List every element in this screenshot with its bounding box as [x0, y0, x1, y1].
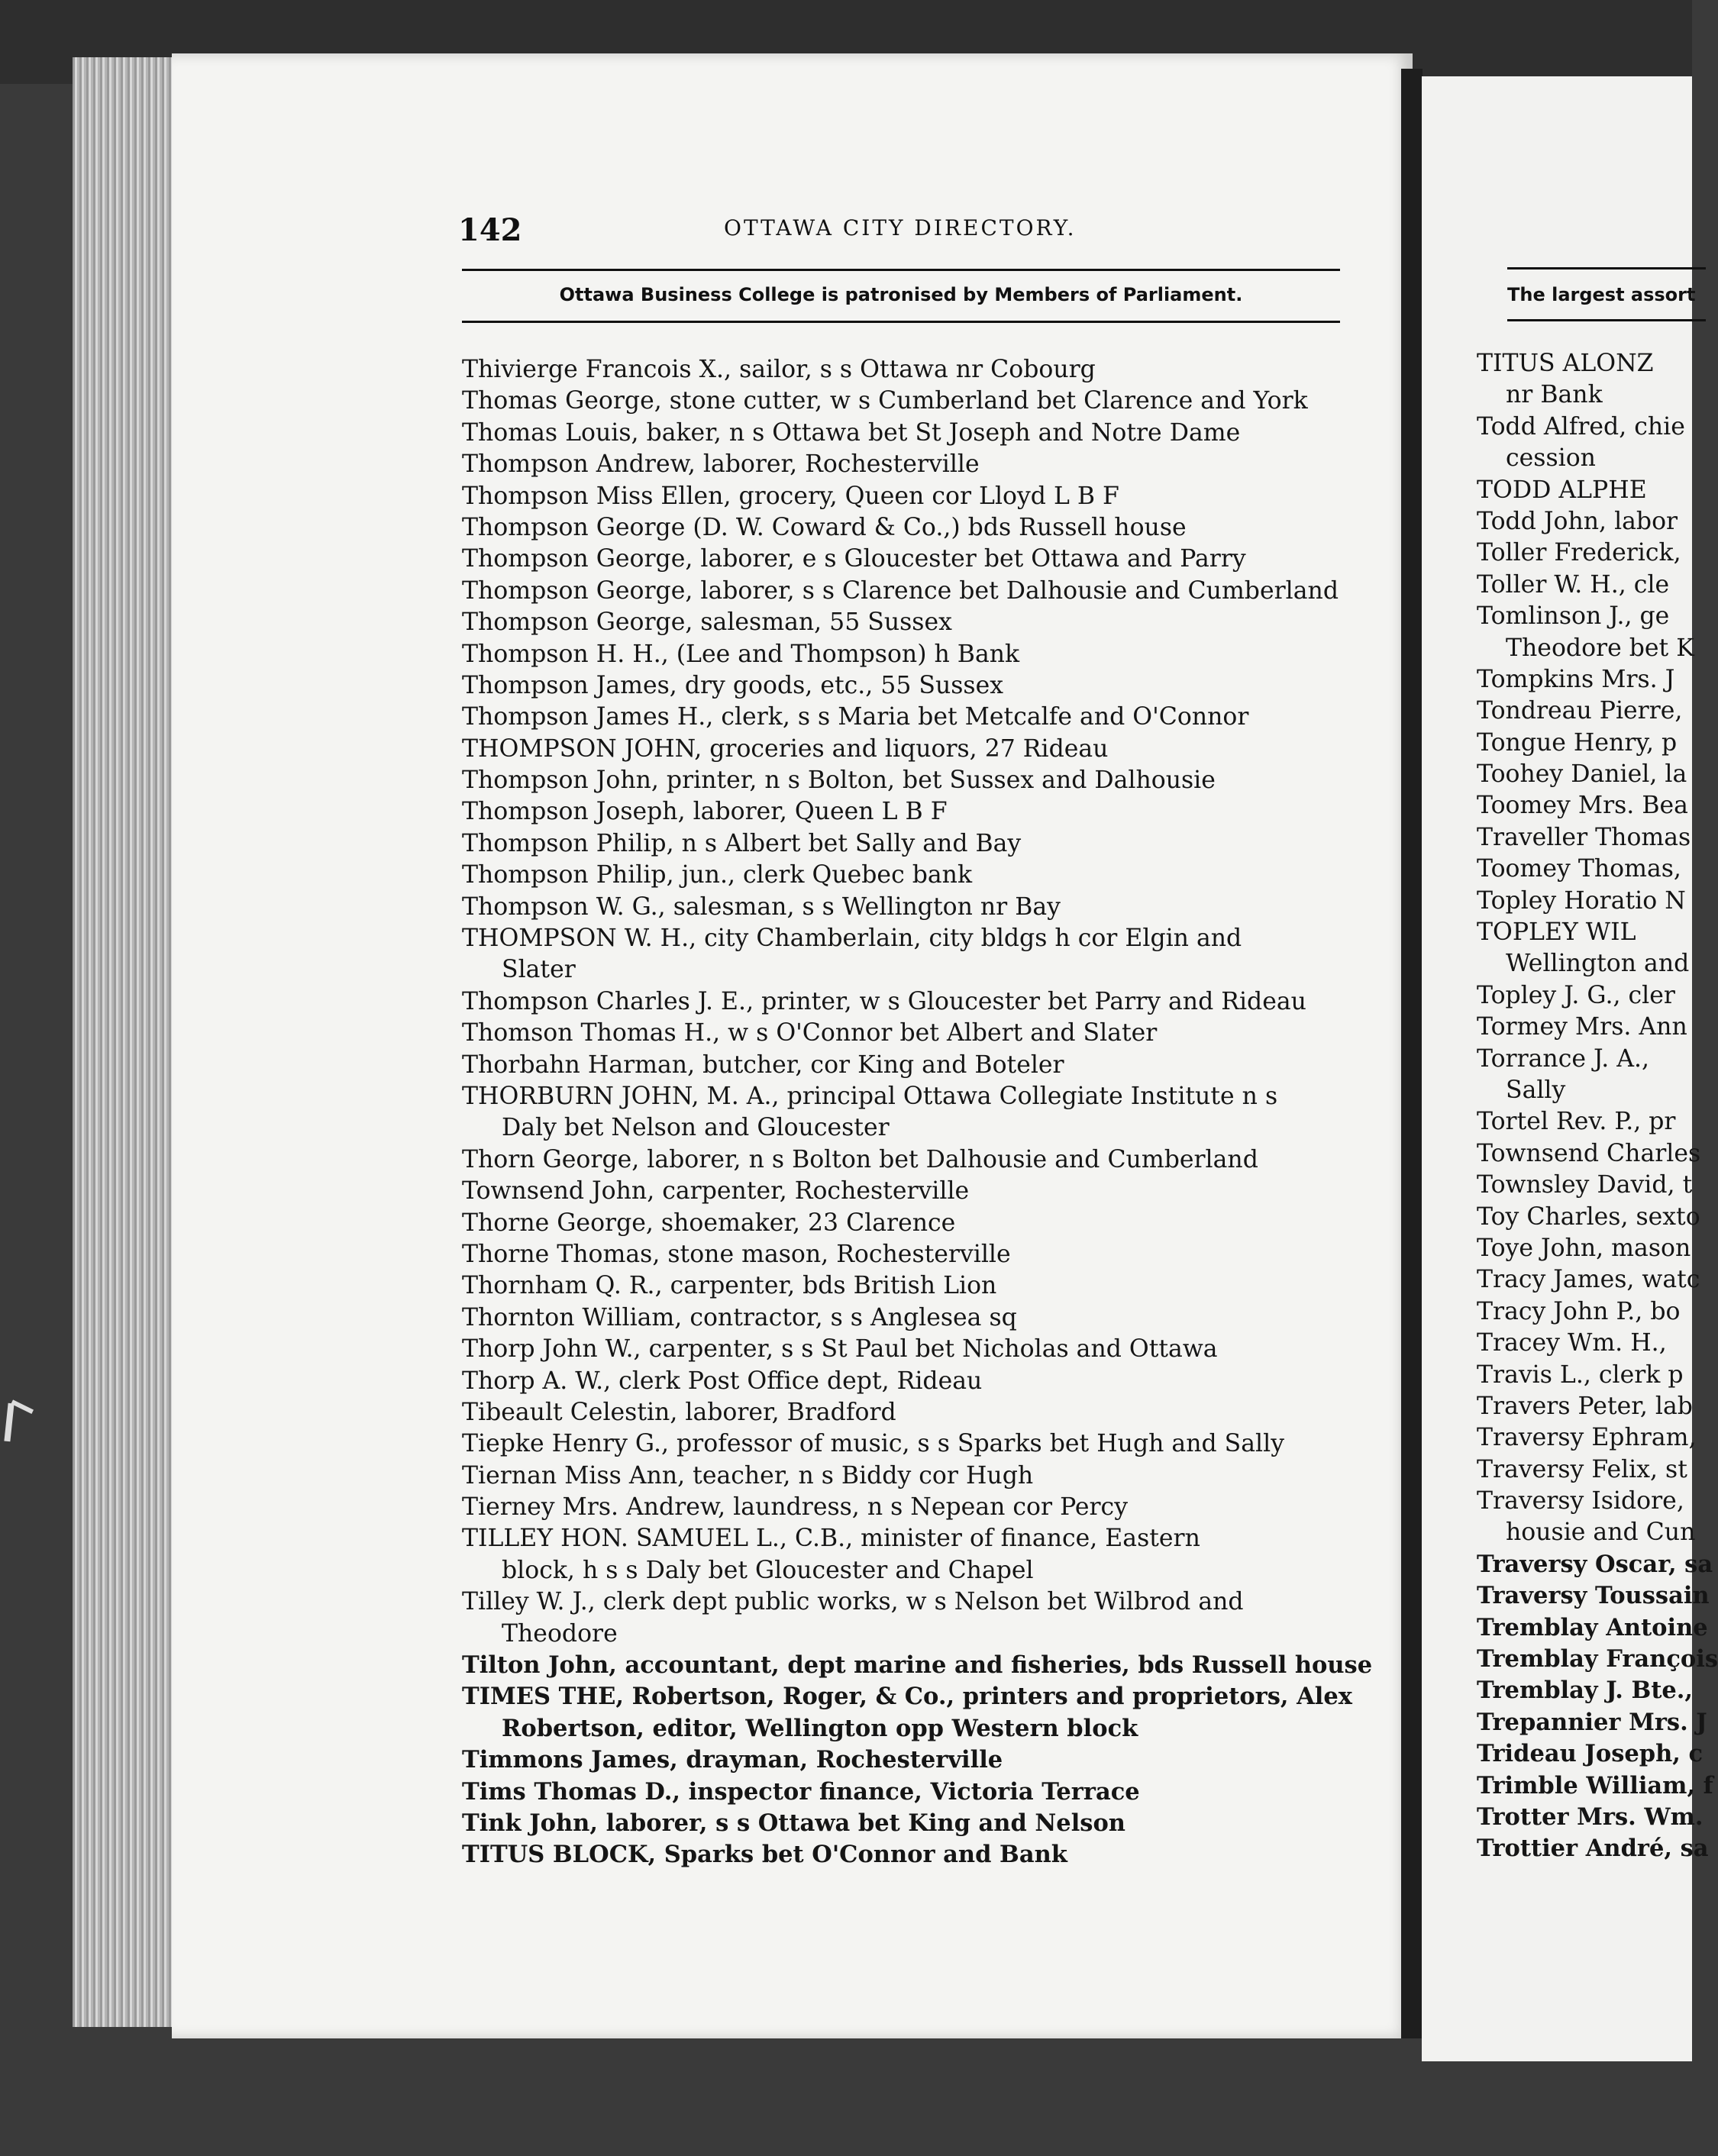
directory-entry: Thompson George, laborer, s s Clarence bet Dalhousie and Cumberland	[462, 576, 1339, 605]
directory-entry: Tracey Wm. H.,	[1477, 1329, 1667, 1357]
directory-entry: Theodore	[502, 1619, 618, 1648]
directory-entry: Tremblay François	[1477, 1645, 1718, 1673]
directory-entry: Traversy Oscar, sa	[1477, 1550, 1713, 1578]
directory-entry: Timmons James, drayman, Rochesterville	[462, 1746, 1003, 1774]
directory-entry: TITUS BLOCK, Sparks bet O'Connor and Bank	[462, 1841, 1067, 1869]
facing-header-rule-top	[1507, 267, 1706, 270]
directory-entry: Toller W. H., cle	[1477, 570, 1670, 599]
directory-entry: Sally	[1506, 1076, 1566, 1104]
directory-entry: Townsend John, carpenter, Rochesterville	[462, 1177, 970, 1205]
directory-entry: Tracy James, watc	[1477, 1266, 1700, 1294]
directory-entry: Thomson Thomas H., w s O'Connor bet Albert and Slater	[462, 1019, 1158, 1047]
directory-entry: Trepannier Mrs. J	[1477, 1708, 1707, 1736]
directory-entry: TITUS ALONZ	[1477, 350, 1654, 377]
directory-entry: Slater	[502, 956, 576, 984]
directory-entry: Thompson Charles J. E., printer, w s Gloucester bet Parry and Rideau	[462, 987, 1306, 1015]
directory-entry: Toye John, mason	[1477, 1234, 1691, 1262]
directory-entry: Thompson Miss Ellen, grocery, Queen cor Lloyd L B F	[462, 482, 1119, 510]
directory-entry: Thompson James, dry goods, etc., 55 Sussex	[462, 671, 1003, 699]
directory-entry: Traversy Felix, st	[1477, 1455, 1687, 1483]
directory-entry: Tierney Mrs. Andrew, laundress, n s Nepean cor Percy	[462, 1493, 1128, 1522]
directory-entry: Thompson George, salesman, 55 Sussex	[462, 608, 952, 637]
directory-entry: Tilley W. J., clerk dept public works, w s Nelson bet Wilbrod and	[462, 1588, 1244, 1616]
header-rule-top	[462, 269, 1340, 271]
directory-entry: Thorp A. W., clerk Post Office dept, Rideau	[462, 1367, 983, 1395]
directory-entry: Trideau Joseph, c	[1477, 1740, 1703, 1768]
scan-mark	[4, 1403, 14, 1442]
directory-entry: Thompson Joseph, laborer, Queen L B F	[462, 798, 948, 826]
directory-entry: Trottier André, sa	[1477, 1835, 1709, 1863]
directory-entry: THOMPSON W. H., city Chamberlain, city bldgs h cor Elgin and	[462, 925, 1242, 953]
directory-entry: Todd Alfred, chie	[1477, 412, 1685, 441]
directory-entry: Toy Charles, sexto	[1477, 1202, 1700, 1231]
directory-entry: Tims Thomas D., inspector finance, Victoria Terrace	[462, 1777, 1140, 1806]
facing-directory-entries	[1477, 348, 1718, 1865]
directory-entry: Theodore bet K	[1506, 634, 1694, 662]
directory-entry: Robertson, editor, Wellington opp Western block	[502, 1714, 1138, 1742]
directory-entry: Toller Frederick,	[1477, 539, 1681, 567]
directory-entry: Thomas George, stone cutter, w s Cumberland bet Clarence and York	[462, 387, 1308, 415]
directory-entry: Thorne George, shoemaker, 23 Clarence	[462, 1209, 956, 1237]
directory-entry: Traversy Isidore,	[1477, 1487, 1684, 1515]
directory-entry: Townsend Charles	[1477, 1139, 1701, 1167]
directory-entry: Thompson Philip, jun., clerk Quebec bank	[462, 861, 973, 889]
facing-header-rule-bottom	[1507, 319, 1706, 321]
directory-entries	[462, 354, 1373, 1871]
book-page-edges	[73, 57, 179, 2027]
directory-entry: nr Bank	[1506, 381, 1603, 409]
directory-entry: Thorp John W., carpenter, s s St Paul bet Nicholas and Ottawa	[462, 1335, 1218, 1364]
directory-entry: THOMPSON JOHN, groceries and liquors, 27 Rideau	[462, 734, 1109, 763]
directory-entry: Tremblay Antoine	[1477, 1613, 1708, 1641]
directory-entry: Tracy John P., bo	[1477, 1297, 1681, 1325]
facing-page	[1422, 76, 1718, 2061]
directory-entry: Traversy Toussain	[1477, 1582, 1710, 1610]
directory-entry: TOPLEY WIL	[1477, 918, 1636, 947]
directory-entry: Tomlinson J., ge	[1477, 602, 1670, 631]
directory-entry: TILLEY HON. SAMUEL L., C.B., minister of finance, Eastern	[462, 1525, 1200, 1553]
facing-advertisement-banner: The largest assort	[1507, 284, 1696, 305]
directory-entry: cession	[1506, 444, 1596, 473]
directory-entry: Thompson John, printer, n s Bolton, bet Sussex and Dalhousie	[462, 767, 1216, 795]
directory-entry: Thivierge Francois X., sailor, s s Ottawa nr Cobourg	[462, 356, 1096, 383]
directory-entry: Thornton William, contractor, s s Anglesea sq	[462, 1303, 1017, 1331]
directory-entry: Tink John, laborer, s s Ottawa bet King and Nelson	[462, 1809, 1125, 1837]
directory-entry: Thorne Thomas, stone mason, Rochesterville	[462, 1240, 1011, 1268]
directory-entry: Toomey Mrs. Bea	[1477, 792, 1688, 820]
directory-entry: Thompson James H., clerk, s s Maria bet Metcalfe and O'Connor	[462, 703, 1249, 731]
directory-entry: Tibeault Celestin, laborer, Bradford	[462, 1398, 896, 1426]
directory-entry: Tilton John, accountant, dept marine and fisheries, bds Russell house	[462, 1651, 1373, 1680]
directory-entry: Wellington and	[1506, 950, 1690, 978]
directory-entry: housie and Cun	[1506, 1519, 1696, 1547]
directory-entry: Travis L., clerk p	[1477, 1360, 1684, 1389]
directory-entry: Tondreau Pierre,	[1477, 697, 1683, 725]
directory-entry: Thompson H. H., (Lee and Thompson) h Bank	[462, 640, 1020, 668]
page-number: 142	[458, 212, 522, 248]
directory-entry: Tremblay J. Bte.,	[1477, 1677, 1694, 1705]
header-rule-bottom	[462, 321, 1340, 323]
directory-entry: Thorbahn Harman, butcher, cor King and Boteler	[462, 1051, 1064, 1079]
directory-entry: Travers Peter, lab	[1477, 1392, 1693, 1420]
directory-entry: Todd John, labor	[1477, 507, 1678, 535]
directory-entry: TODD ALPHE	[1477, 476, 1647, 504]
directory-entry: Thornham Q. R., carpenter, bds British Lion	[462, 1272, 997, 1300]
directory-entry: THORBURN JOHN, M. A., principal Ottawa Collegiate Institute n s	[462, 1082, 1278, 1110]
directory-entry: Topley Horatio N	[1477, 886, 1686, 915]
directory-entry: Trimble William, f	[1477, 1771, 1713, 1799]
advertisement-banner: Ottawa Business College is patronised by Members of Parliament.	[559, 284, 1243, 305]
directory-entry: block, h s s Daly bet Gloucester and Chapel	[502, 1556, 1034, 1584]
directory-entry: Trotter Mrs. Wm.	[1477, 1803, 1703, 1831]
directory-entry: Traversy Ephram,	[1477, 1424, 1697, 1452]
directory-entry: Tompkins Mrs. J	[1477, 665, 1675, 693]
directory-entry: Tormey Mrs. Ann	[1477, 1013, 1687, 1041]
directory-entry: Thorn George, laborer, n s Bolton bet Dalhousie and Cumberland	[462, 1145, 1258, 1173]
directory-entry: Daly bet Nelson and Gloucester	[502, 1114, 890, 1142]
directory-entry: Thompson Andrew, laborer, Rochesterville	[462, 450, 980, 479]
book-gutter	[1401, 69, 1423, 2038]
directory-entry: Townsley David, t	[1477, 1171, 1693, 1199]
directory-entry: Tongue Henry, p	[1477, 728, 1678, 757]
directory-entry: TIMES THE, Robertson, Roger, & Co., printers and proprietors, Alex	[462, 1683, 1352, 1711]
directory-entry: Tiernan Miss Ann, teacher, n s Biddy cor Hugh	[462, 1461, 1034, 1490]
running-head: OTTAWA CITY DIRECTORY.	[724, 215, 1077, 240]
directory-entry: Thompson W. G., salesman, s s Wellington nr Bay	[462, 892, 1061, 921]
directory-entry: Tiepke Henry G., professor of music, s s Sparks bet Hugh and Sally	[462, 1430, 1284, 1458]
directory-entry: Traveller Thomas	[1477, 823, 1691, 851]
directory-entry: Thompson Philip, n s Albert bet Sally and Bay	[462, 829, 1022, 857]
directory-entry: Thompson George, laborer, e s Gloucester bet Ottawa and Parry	[462, 545, 1246, 573]
directory-entry: Tortel Rev. P., pr	[1477, 1108, 1676, 1136]
directory-entry: Thompson George (D. W. Coward & Co.,) bds Russell house	[462, 513, 1187, 541]
directory-entry: Topley J. G., cler	[1477, 981, 1675, 1009]
directory-entry: Torrance J. A.,	[1477, 1044, 1649, 1073]
directory-entry: Toomey Thomas,	[1477, 855, 1681, 883]
directory-entry: Thomas Louis, baker, n s Ottawa bet St Joseph and Notre Dame	[462, 418, 1241, 447]
directory-entry: Toohey Daniel, la	[1477, 760, 1687, 789]
